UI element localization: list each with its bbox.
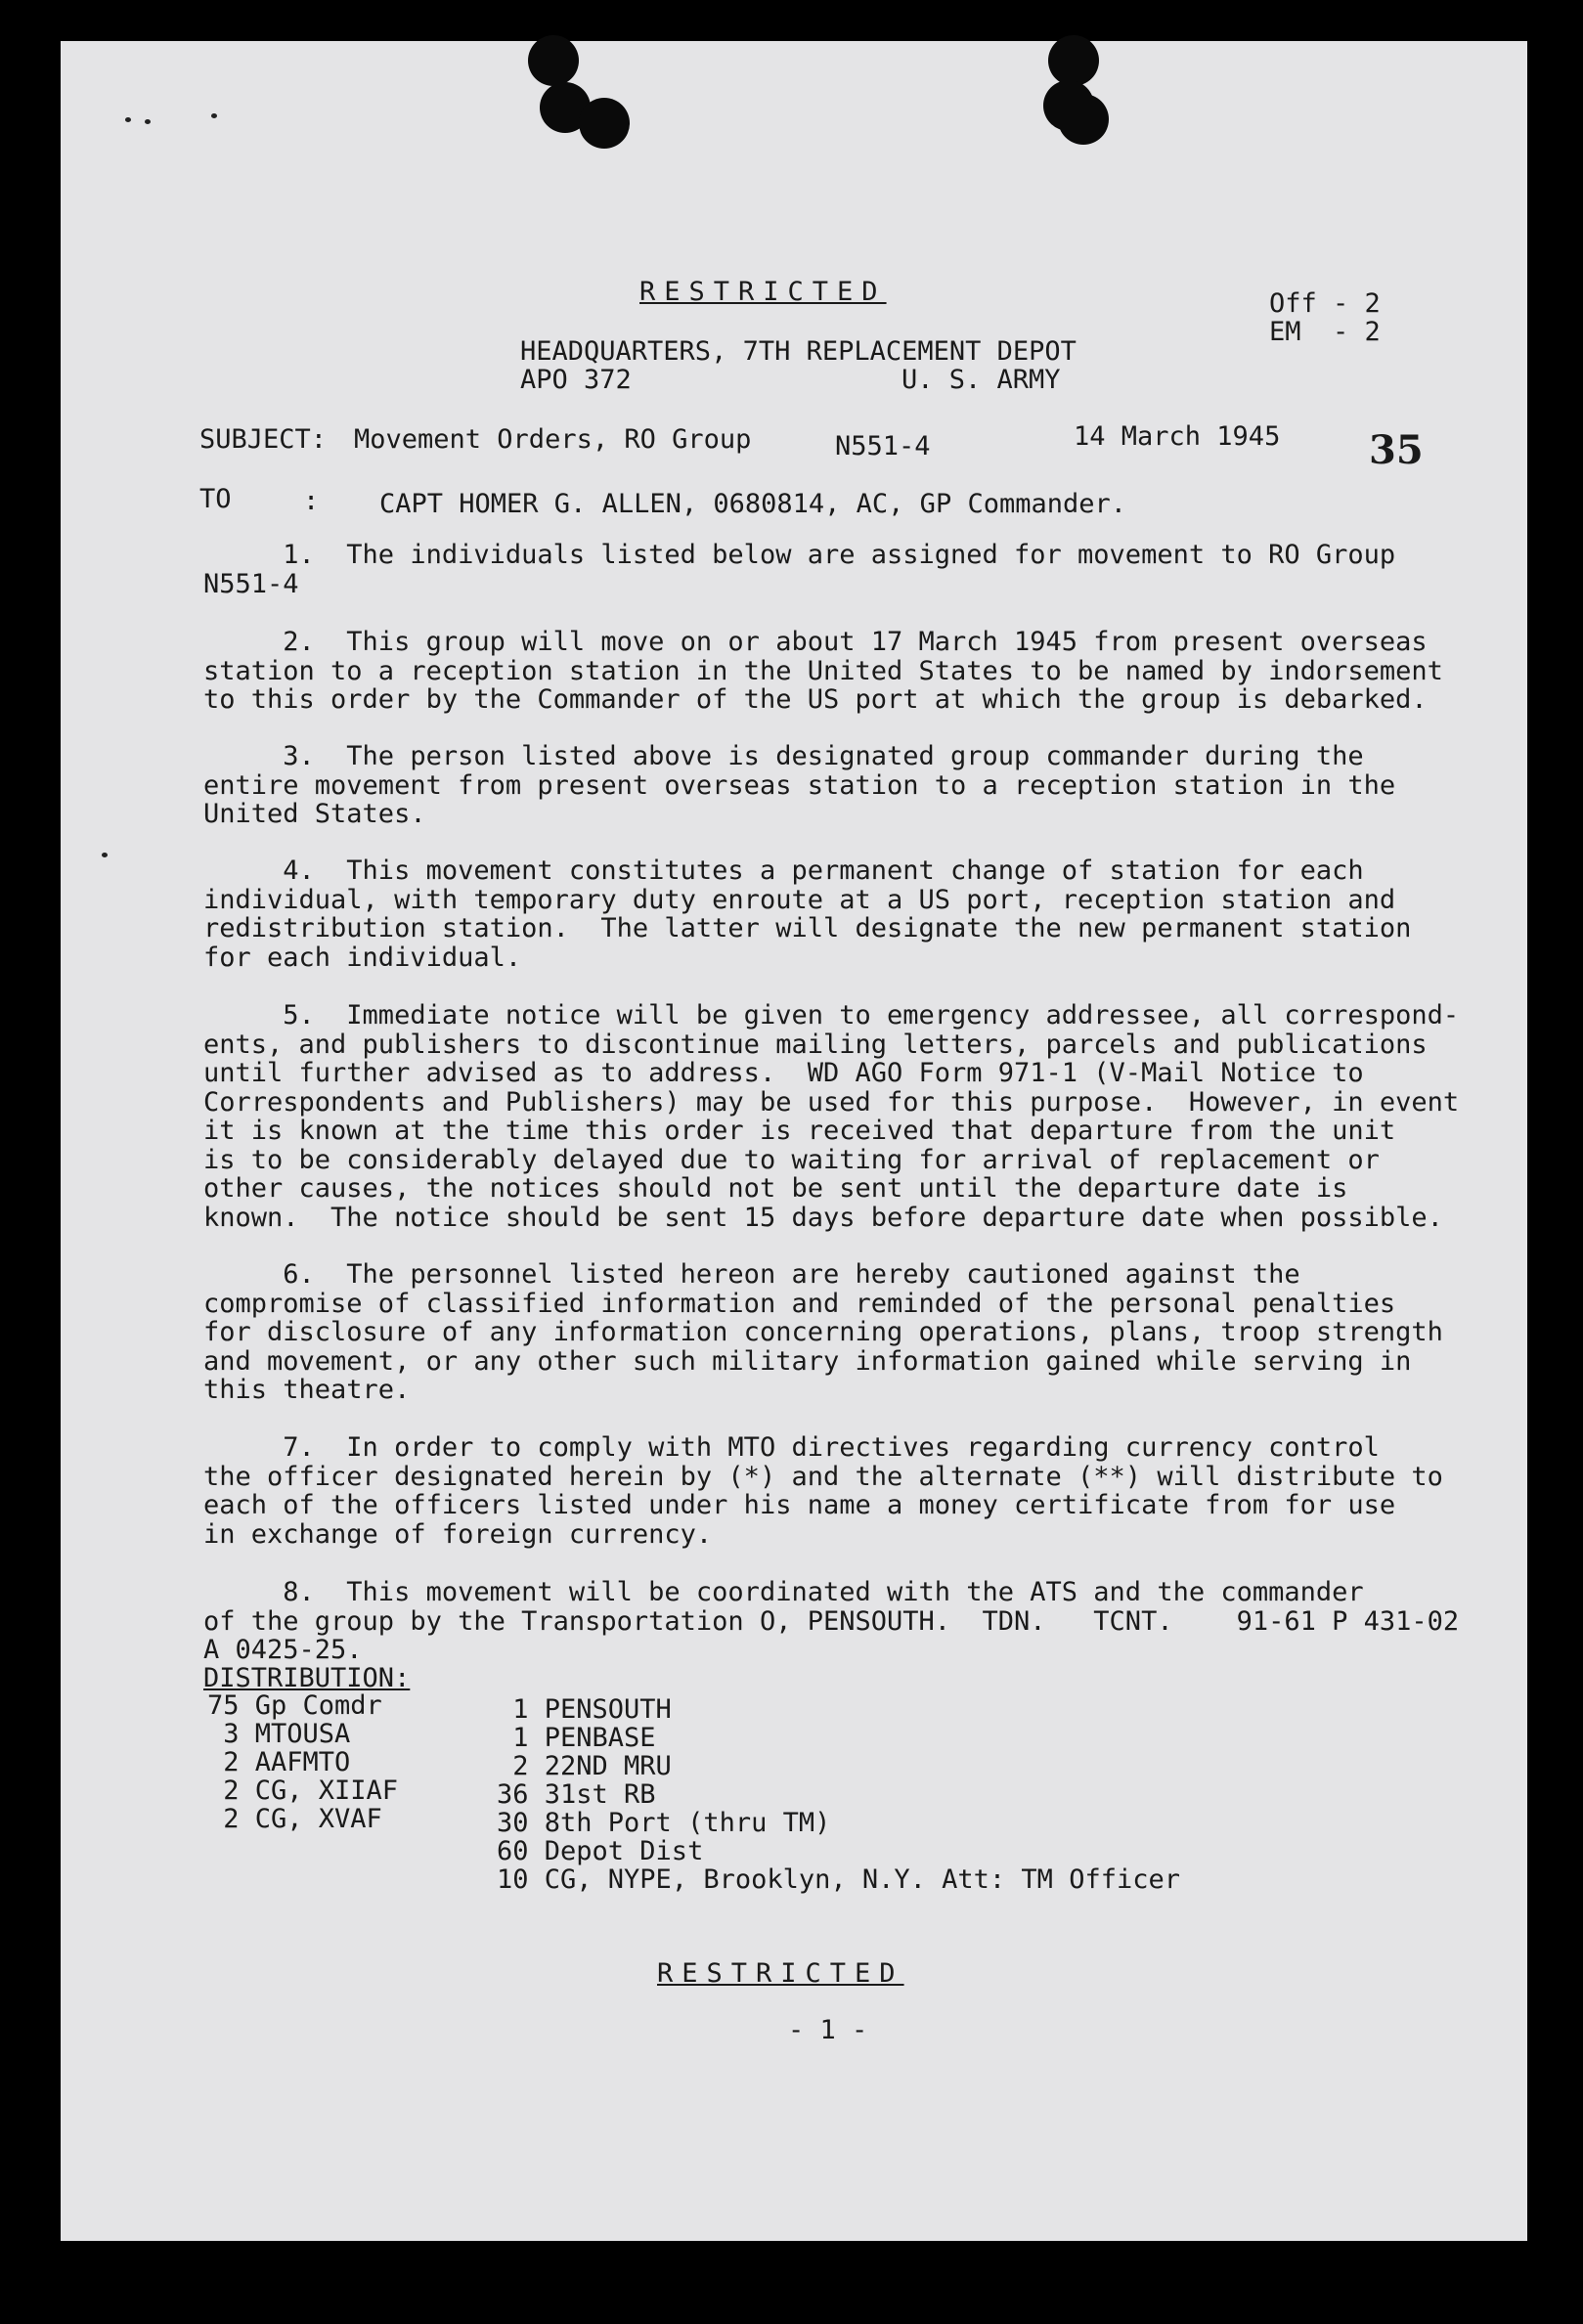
paragraph-2: 2. This group will move on or about 17 March 1945 from present overseas station to a reception station in the United States to be named by indorsement to this order by the Commander of the US port at which the group is debarked. — [203, 627, 1443, 715]
paragraph-5: 5. Immediate notice will be given to emergency addressee, all correspond- ents, and publishers to discontinue mailing letters, parcels and publications until further advised as to address. WD AGO Form 971-1 (V-Mail Notice to Correspondents and Publishers) may be used for this purpose. However, in event it is known at the time this order is received that departure from the unit is to be considerably delayed due to waiting for arrival of replacement or other causes, the notices should not be sent until the departure date is known. The notice should be sent 15 days before departure date when possible. — [203, 1000, 1460, 1233]
distribution-entry: 1 PENBASE — [497, 1723, 656, 1753]
distribution-entry: 2 22ND MRU — [497, 1751, 672, 1781]
punch-hole — [1058, 94, 1109, 145]
ink-speck — [211, 113, 217, 118]
punch-hole — [1048, 35, 1099, 86]
distribution-entry: 2 AAFMTO — [207, 1747, 351, 1777]
addressee: CAPT HOMER G. ALLEN, 0680814, AC, GP Commander. — [379, 489, 1127, 519]
to-colon: : — [303, 486, 320, 516]
classification-header: RESTRICTED — [639, 277, 887, 307]
distribution-entry: 2 CG, XIIAF — [207, 1776, 399, 1806]
classification-footer: RESTRICTED — [657, 1958, 904, 1989]
order-number: N551-4 — [835, 431, 931, 461]
distribution-entry: 10 CG, NYPE, Brooklyn, N.Y. Att: TM Officer — [497, 1864, 1180, 1895]
distribution-entry: 36 31st RB — [497, 1779, 656, 1810]
ink-speck — [145, 119, 151, 124]
paragraph-4: 4. This movement constitutes a permanent change of station for each individual, with temporary duty enroute at a US port, reception station and redistribution station. The latter will designate the new permanent station for each individual. — [203, 855, 1412, 973]
paragraph-8: 8. This movement will be coordinated with the ATS and the commander of the group by the Transportation O, PENSOUTH. TDN. TCNT. 91-61 P 431-02 A 0425-25. — [203, 1577, 1460, 1665]
apo-number: APO 372 — [520, 365, 632, 395]
ink-speck — [102, 853, 108, 857]
paragraph-7: 7. In order to comply with MTO directives regarding currency control the officer designated herein by (*) and the alternate (**) will distribute to each of the officers listed under his name a money certificate from for use in exchange of foreign currency. — [203, 1432, 1443, 1550]
paragraph-6: 6. The personnel listed hereon are hereby cautioned against the compromise of classified information and reminded of the personal penalties for disclosure of any information concerning operations, plans, troop strength and movement, or any other such military information gained while serving in this theatre. — [203, 1259, 1443, 1405]
headquarters-line: HEADQUARTERS, 7TH REPLACEMENT DEPOT — [520, 336, 1077, 367]
punch-hole — [528, 35, 579, 86]
distribution-entry: 30 8th Port (thru TM) — [497, 1808, 831, 1838]
paragraph-3: 3. The person listed above is designated group commander during the entire movement from present overseas station to a reception station in the United States. — [203, 741, 1396, 829]
copy-count-enlisted: EM - 2 — [1269, 317, 1381, 347]
distribution-entry: 60 Depot Dist — [497, 1836, 704, 1866]
distribution-entry: 3 MTOUSA — [207, 1719, 351, 1749]
distribution-heading: DISTRIBUTION: — [203, 1663, 411, 1693]
order-date: 14 March 1945 — [1074, 421, 1281, 452]
distribution-entry: 75 Gp Comdr — [207, 1690, 382, 1721]
ink-speck — [125, 117, 131, 122]
army-label: U. S. ARMY — [901, 365, 1061, 395]
punch-hole — [579, 98, 630, 149]
subject-label: SUBJECT: — [199, 424, 328, 455]
distribution-entry: 1 PENSOUTH — [497, 1694, 672, 1725]
subject-text: Movement Orders, RO Group — [354, 424, 752, 455]
page-number: - 1 - — [788, 2015, 868, 2045]
distribution-entry: 2 CG, XVAF — [207, 1804, 382, 1834]
page-mark: 35 — [1369, 427, 1424, 473]
copy-count-officers: Off - 2 — [1269, 288, 1381, 319]
to-label: TO — [199, 484, 232, 514]
paragraph-1: 1. The individuals listed below are assigned for movement to RO Group N551-4 — [203, 540, 1396, 599]
